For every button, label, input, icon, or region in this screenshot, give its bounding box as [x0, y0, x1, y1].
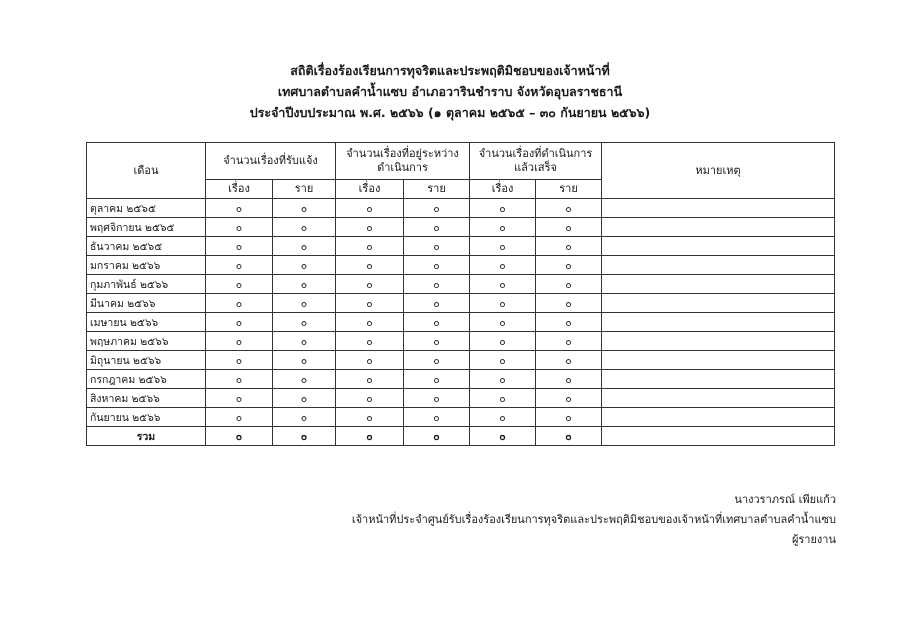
table-body — [87, 199, 835, 446]
value-cell: ๐ — [336, 237, 404, 256]
remark-cell — [602, 313, 835, 332]
value-cell: ๐ — [206, 199, 273, 218]
value-cell: ๐ — [273, 389, 336, 408]
value-cell: ๐ — [273, 332, 336, 351]
title-line-1: สถิติเรื่องร้องเรียนการทุจริตและประพฤติมิชอบของเจ้าหน้าที่ — [290, 63, 610, 78]
value-cell: ๐ — [273, 218, 336, 237]
header-in-progress: จำนวนเรื่องที่อยู่ระหว่างดำเนินการ — [336, 143, 470, 180]
value-cell: ๐ — [206, 256, 273, 275]
value-cell: ๐ — [536, 389, 602, 408]
month-cell: มิถุนายน ๒๕๖๖ — [87, 351, 206, 370]
value-cell: ๐ — [470, 408, 536, 427]
table-row — [87, 332, 835, 351]
table-row — [87, 256, 835, 275]
value-cell: ๐ — [470, 313, 536, 332]
reporter-position: เจ้าหน้าที่ประจำศูนย์รับเรื่องร้องเรียนการทุจริตและประพฤติมิชอบของเจ้าหน้าที่เทศบาลตำบลคำน้ำแซบ — [351, 513, 836, 526]
value-cell: ๐ — [336, 408, 404, 427]
value-cell: ๐ — [404, 237, 470, 256]
subheader-completed-cases: เรื่อง — [470, 180, 536, 199]
value-cell: ๐ — [404, 275, 470, 294]
value-cell: ๐ — [206, 408, 273, 427]
remark-cell — [602, 218, 835, 237]
total-value-cell: ๐ — [206, 427, 273, 446]
table-row — [87, 199, 835, 218]
value-cell: ๐ — [536, 408, 602, 427]
table-row — [87, 294, 835, 313]
remark-cell — [602, 275, 835, 294]
document-title — [0, 60, 900, 123]
value-cell: ๐ — [404, 408, 470, 427]
value-cell: ๐ — [336, 294, 404, 313]
value-cell: ๐ — [336, 370, 404, 389]
value-cell: ๐ — [273, 370, 336, 389]
value-cell: ๐ — [536, 275, 602, 294]
value-cell: ๐ — [206, 370, 273, 389]
title-line-3: ประจำปีงบประมาณ พ.ศ. ๒๕๖๖ (๑ ตุลาคม ๒๕๖๕ – ๓๐ กันยายน ๒๕๖๖) — [249, 105, 651, 120]
month-cell: กุมภาพันธ์ ๒๕๖๖ — [87, 275, 206, 294]
remark-cell — [602, 332, 835, 351]
remark-cell — [602, 237, 835, 256]
remark-cell — [602, 370, 835, 389]
value-cell: ๐ — [470, 294, 536, 313]
remark-cell — [602, 351, 835, 370]
value-cell: ๐ — [404, 332, 470, 351]
subheader-progress-cases: เรื่อง — [336, 180, 404, 199]
remark-cell — [602, 294, 835, 313]
value-cell: ๐ — [470, 332, 536, 351]
value-cell: ๐ — [273, 313, 336, 332]
total-label: รวม — [87, 427, 206, 446]
value-cell: ๐ — [206, 389, 273, 408]
report-signature — [352, 490, 836, 550]
value-cell: ๐ — [336, 332, 404, 351]
value-cell: ๐ — [206, 294, 273, 313]
reporter-role: ผู้รายงาน — [791, 533, 836, 546]
table-row — [87, 313, 835, 332]
value-cell: ๐ — [336, 199, 404, 218]
value-cell: ๐ — [404, 218, 470, 237]
value-cell: ๐ — [536, 370, 602, 389]
value-cell: ๐ — [470, 256, 536, 275]
subheader-progress-persons: ราย — [404, 180, 470, 199]
value-cell: ๐ — [470, 370, 536, 389]
value-cell: ๐ — [470, 218, 536, 237]
table-row — [87, 389, 835, 408]
subheader-received-persons: ราย — [273, 180, 336, 199]
value-cell: ๐ — [206, 218, 273, 237]
header-received: จำนวนเรื่องที่รับแจ้ง — [206, 143, 336, 180]
month-cell: ตุลาคม ๒๕๖๕ — [87, 199, 206, 218]
title-line-2: เทศบาลตำบลคำน้ำแซบ อำเภอวารินชำราบ จังหวัดอุบลราชธานี — [277, 84, 623, 99]
total-remark-cell — [602, 427, 835, 446]
value-cell: ๐ — [404, 199, 470, 218]
remark-cell — [602, 389, 835, 408]
value-cell: ๐ — [336, 256, 404, 275]
total-value-cell: ๐ — [273, 427, 336, 446]
month-cell: พฤศจิกายน ๒๕๖๕ — [87, 218, 206, 237]
month-cell: เมษายน ๒๕๖๖ — [87, 313, 206, 332]
value-cell: ๐ — [273, 408, 336, 427]
value-cell: ๐ — [404, 389, 470, 408]
table-row — [87, 237, 835, 256]
header-completed: จำนวนเรื่องที่ดำเนินการแล้วเสร็จ — [470, 143, 602, 180]
value-cell: ๐ — [273, 275, 336, 294]
value-cell: ๐ — [206, 275, 273, 294]
table-row — [87, 408, 835, 427]
value-cell: ๐ — [404, 370, 470, 389]
value-cell: ๐ — [273, 294, 336, 313]
subheader-received-cases: เรื่อง — [206, 180, 273, 199]
complaint-statistics-table — [86, 142, 835, 446]
total-value-cell: ๐ — [336, 427, 404, 446]
table-row — [87, 275, 835, 294]
remark-cell — [602, 199, 835, 218]
value-cell: ๐ — [470, 237, 536, 256]
value-cell: ๐ — [536, 256, 602, 275]
value-cell: ๐ — [206, 332, 273, 351]
value-cell: ๐ — [336, 313, 404, 332]
value-cell: ๐ — [536, 313, 602, 332]
subheader-completed-persons: ราย — [536, 180, 602, 199]
reporter-name: นางวราภรณ์ เพียแก้ว — [734, 493, 836, 506]
table-row — [87, 351, 835, 370]
value-cell: ๐ — [404, 294, 470, 313]
value-cell: ๐ — [536, 294, 602, 313]
value-cell: ๐ — [336, 389, 404, 408]
value-cell: ๐ — [336, 351, 404, 370]
table-row — [87, 370, 835, 389]
value-cell: ๐ — [336, 218, 404, 237]
total-value-cell: ๐ — [536, 427, 602, 446]
value-cell: ๐ — [206, 237, 273, 256]
month-cell: มีนาคม ๒๕๖๖ — [87, 294, 206, 313]
value-cell: ๐ — [404, 256, 470, 275]
remark-cell — [602, 256, 835, 275]
table-row — [87, 218, 835, 237]
value-cell: ๐ — [206, 351, 273, 370]
value-cell: ๐ — [404, 313, 470, 332]
value-cell: ๐ — [404, 351, 470, 370]
total-value-cell: ๐ — [470, 427, 536, 446]
month-cell: กันยายน ๒๕๖๖ — [87, 408, 206, 427]
month-cell: พฤษภาคม ๒๕๖๖ — [87, 332, 206, 351]
value-cell: ๐ — [536, 237, 602, 256]
value-cell: ๐ — [273, 199, 336, 218]
value-cell: ๐ — [273, 351, 336, 370]
value-cell: ๐ — [273, 237, 336, 256]
value-cell: ๐ — [536, 218, 602, 237]
total-value-cell: ๐ — [404, 427, 470, 446]
header-month: เดือน — [87, 143, 206, 199]
value-cell: ๐ — [470, 389, 536, 408]
value-cell: ๐ — [273, 256, 336, 275]
value-cell: ๐ — [336, 275, 404, 294]
remark-cell — [602, 408, 835, 427]
header-remarks: หมายเหตุ — [602, 143, 835, 199]
total-row — [87, 427, 835, 446]
value-cell: ๐ — [536, 351, 602, 370]
value-cell: ๐ — [470, 199, 536, 218]
value-cell: ๐ — [206, 313, 273, 332]
month-cell: ธันวาคม ๒๕๖๕ — [87, 237, 206, 256]
month-cell: มกราคม ๒๕๖๖ — [87, 256, 206, 275]
value-cell: ๐ — [536, 332, 602, 351]
value-cell: ๐ — [536, 199, 602, 218]
month-cell: สิงหาคม ๒๕๖๖ — [87, 389, 206, 408]
month-cell: กรกฎาคม ๒๕๖๖ — [87, 370, 206, 389]
value-cell: ๐ — [470, 275, 536, 294]
value-cell: ๐ — [470, 351, 536, 370]
